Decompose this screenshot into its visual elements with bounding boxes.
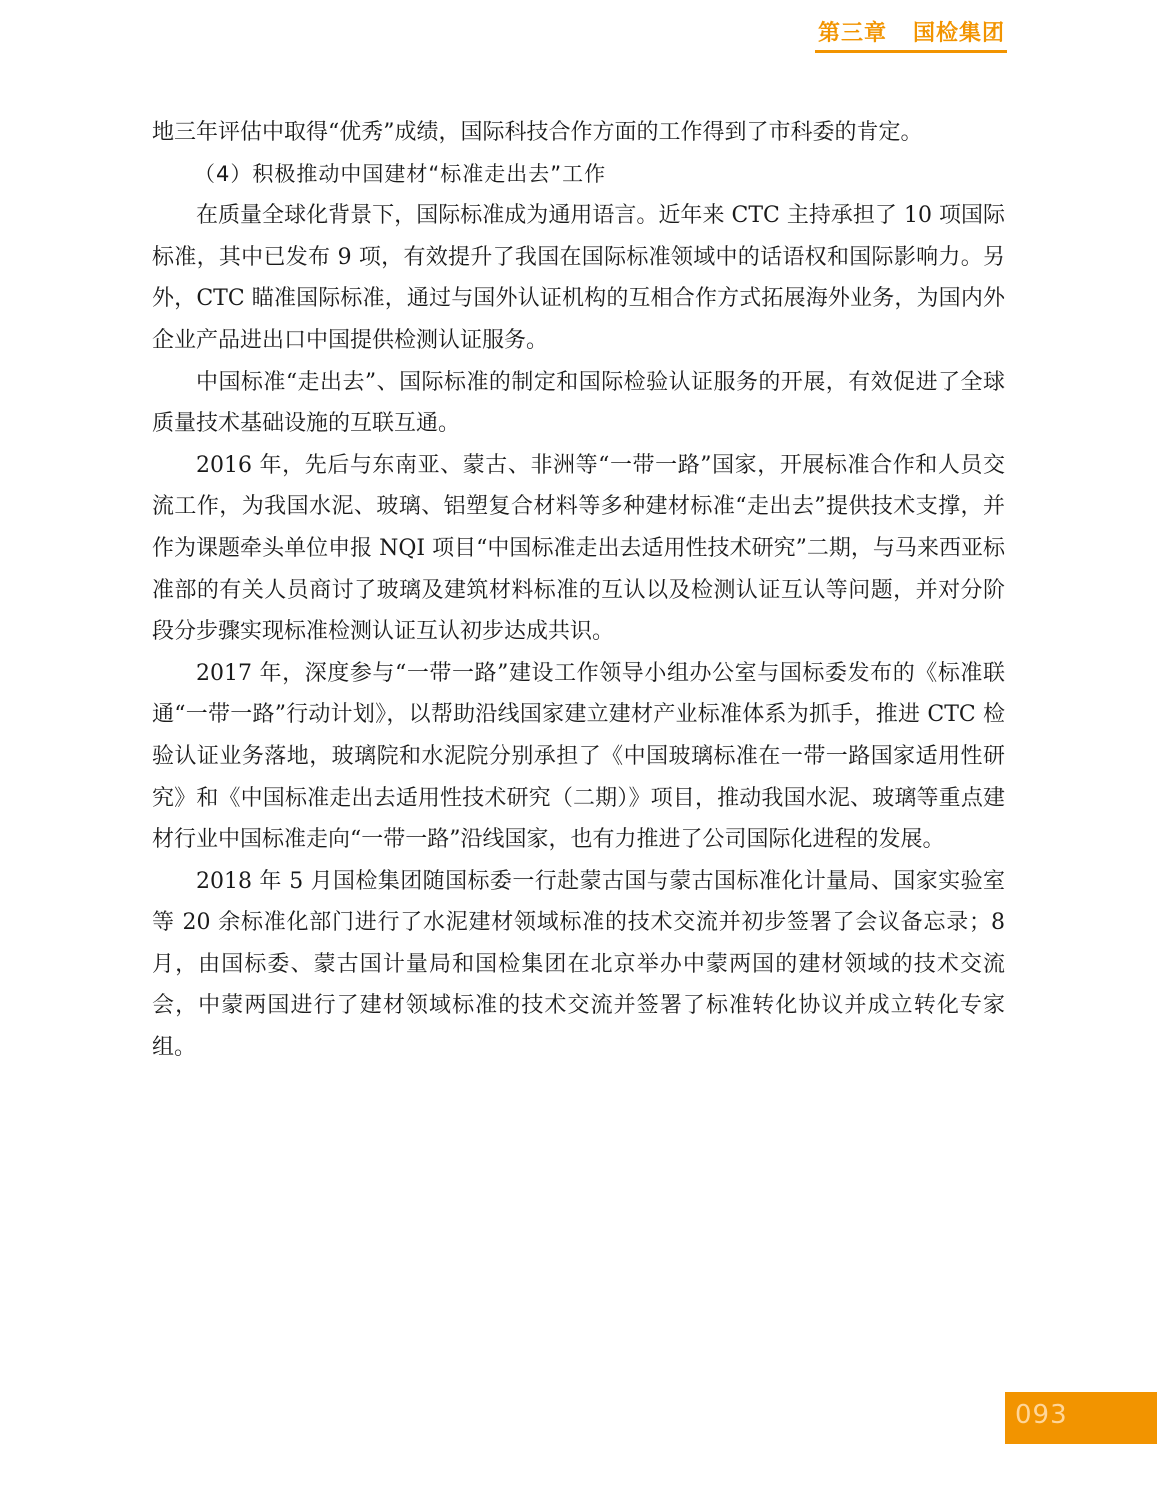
paragraph: 中国标准“走出去”、国际标准的制定和国际检验认证服务的开展，有效促进了全球质量技术基础设施的互联互通。 <box>152 369 1005 437</box>
section-subheading: （4）积极推动中国建材“标准走出去”工作 <box>194 161 607 186</box>
chapter-label: 第三章 <box>817 21 887 46</box>
paragraph: 2017 年，深度参与“一带一路”建设工作领导小组办公室与国标委发布的《标准联通“一带一路”行动计划》，以帮助沿线国家建立建材产业标准体系为抓手，推进 CTC 检验认证业务落地，玻璃院和水泥院分别承担了《中国玻璃标准在一带一路国家适用性研究》和《中国标准走出去适用性技术研究（二期）》项目，推动我国水泥、玻璃等重点建材行业中国标准走向“一带一路”沿线国家，也有力推进了公司国际化进程的发展。 <box>152 660 1005 853</box>
paragraph: 2016 年，先后与东南亚、蒙古、非洲等“一带一路”国家，开展标准合作和人员交流工作，为我国水泥、玻璃、铝塑复合材料等多种建材标准“走出去”提供技术支撑，并作为课题牵头单位申报 NQI 项目“中国标准走出去适用性技术研究”二期，与马来西亚标准部的有关人员商讨了玻璃及建筑材料标准的互认以及检测认证互认等问题，并对分阶段分步骤实现标准检测认证互认初步达成共识。 <box>152 452 1005 645</box>
section-label: 国检集团 <box>912 21 1005 46</box>
page-number-tab <box>1005 1392 1157 1444</box>
page-number: 093 <box>1015 1400 1068 1430</box>
body-text <box>152 112 1005 1069</box>
paragraph: 2018 年 5 月国检集团随国标委一行赴蒙古国与蒙古国标准化计量局、国家实验室等 20 余标准化部门进行了水泥建材领域标准的技术交流并初步签署了会议备忘录；8 月，由国标委、蒙古国计量局和国检集团在北京举办中蒙两国的建材领域的技术交流会，中蒙两国进行了建材领域标准的技术交流并签署了标准转化协议并成立转化专家组。 <box>152 868 1005 1061</box>
running-header <box>818 16 1005 47</box>
paragraph: 在质量全球化背景下，国际标准成为通用语言。近年来 CTC 主持承担了 10 项国际标准，其中已发布 9 项，有效提升了我国在国际标准领域中的话语权和国际影响力。另外，CTC 瞄准国际标准，通过与国外认证机构的互相合作方式拓展海外业务，为国内外企业产品进出口中国提供检测认证服务。 <box>152 203 1005 353</box>
paragraph-continuation: 地三年评估中取得“优秀”成绩，国际科技合作方面的工作得到了市科委的肯定。 <box>152 120 923 145</box>
header-underline <box>815 50 1007 53</box>
